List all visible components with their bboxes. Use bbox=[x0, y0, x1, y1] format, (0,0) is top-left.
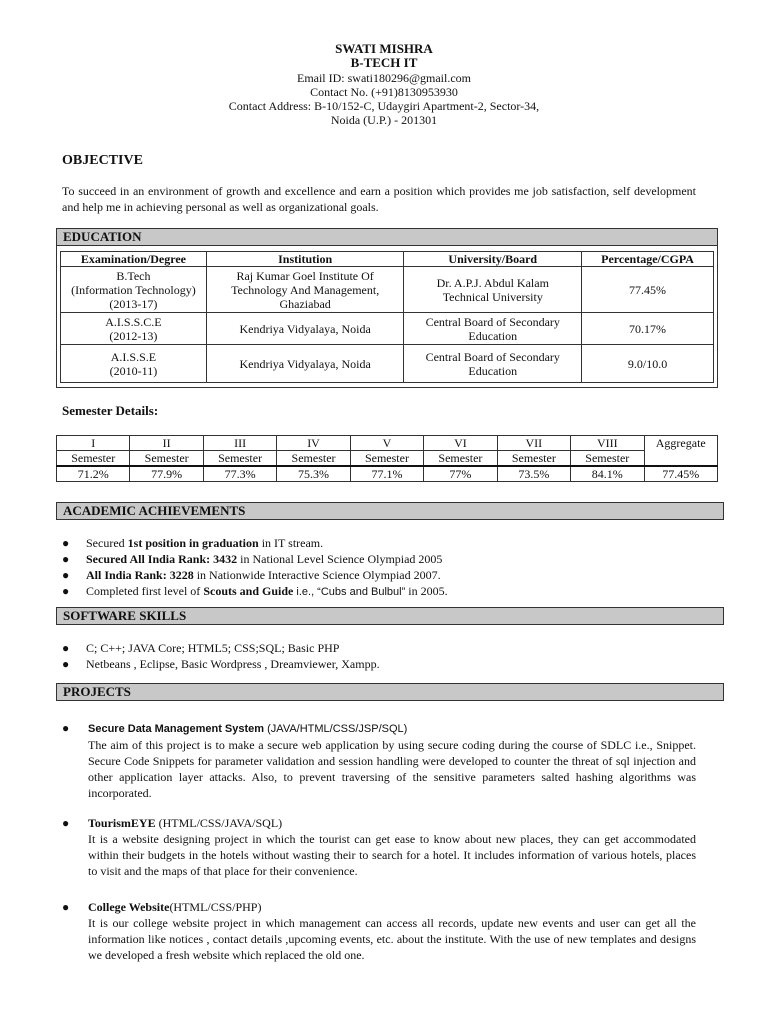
bullet-icon: ● bbox=[62, 721, 70, 735]
semester-label: Semester bbox=[424, 451, 497, 467]
project-tech: (HTML/CSS/JAVA/SQL) bbox=[155, 816, 283, 830]
semester-label-row bbox=[57, 451, 718, 467]
item-text: Completed first level of bbox=[86, 584, 204, 598]
semester-label: Semester bbox=[350, 451, 423, 467]
semester-value: 77.1% bbox=[350, 466, 423, 482]
bullet-icon: ● bbox=[62, 584, 70, 598]
semester-table bbox=[56, 435, 718, 482]
bullet-icon: ● bbox=[62, 568, 70, 582]
table-row bbox=[61, 267, 714, 313]
col-header-score: Percentage/CGPA bbox=[582, 252, 714, 267]
semester-value: 77.3% bbox=[203, 466, 276, 482]
item-text: i.e., “Cubs and Bulbul” bbox=[293, 586, 406, 598]
candidate-name: SWATI MISHRA bbox=[335, 41, 433, 56]
cell-line: Central Board of Secondary bbox=[425, 314, 560, 329]
semester-label: Semester bbox=[203, 451, 276, 467]
semester-value: 77% bbox=[424, 466, 497, 482]
col-header-institution: Institution bbox=[206, 252, 404, 267]
item-text: C; C++; JAVA Core; HTML5; CSS;SQL; Basic PHP bbox=[86, 641, 340, 655]
list-item bbox=[62, 535, 448, 551]
board-cell bbox=[404, 313, 582, 345]
cell-line: Education bbox=[468, 363, 518, 378]
list-item bbox=[62, 640, 380, 656]
bullet-icon: ● bbox=[62, 641, 70, 655]
semester-label: Semester bbox=[130, 451, 203, 467]
project-title bbox=[62, 720, 696, 737]
bullet-icon: ● bbox=[62, 900, 70, 914]
item-text: in Nationwide Interactive Science Olympiad 2007. bbox=[193, 568, 441, 582]
skills-list bbox=[62, 640, 380, 672]
board-cell bbox=[404, 345, 582, 383]
table-row bbox=[61, 345, 714, 383]
semester-heading: Semester Details: bbox=[62, 403, 159, 418]
project-name: College Website bbox=[88, 900, 170, 914]
bullet-icon: ● bbox=[62, 552, 70, 566]
project-item bbox=[62, 720, 696, 801]
semester-value: 84.1% bbox=[571, 466, 644, 482]
item-bold: Scouts and Guide bbox=[203, 584, 294, 598]
semester-label: Semester bbox=[571, 451, 644, 467]
project-name: TourismEYE bbox=[88, 816, 156, 830]
project-description: It is a website designing project in which the tourist can get ease to know about new places, they can get accommodated within their budgets in the hotels without wasting their to search for a hotel. It includes information of various hotels, places to visit and the maps of that place for their convenience. bbox=[88, 832, 696, 878]
address-line-2: Noida (U.P.) - 201301 bbox=[330, 113, 438, 127]
semester-value: 73.5% bbox=[497, 466, 570, 482]
semester-label: Semester bbox=[277, 451, 350, 467]
semester-value: 77.9% bbox=[130, 466, 203, 482]
list-item bbox=[62, 551, 448, 567]
skills-heading: SOFTWARE SKILLS bbox=[56, 607, 724, 625]
semester-value: 75.3% bbox=[277, 466, 350, 482]
cell-line: Raj Kumar Goel Institute Of bbox=[236, 268, 374, 283]
semester-numeral: V bbox=[350, 436, 423, 451]
semester-numeral: VIII bbox=[571, 436, 644, 451]
cell-line: Technical University bbox=[442, 289, 543, 304]
contact-line: Contact No. (+91)8130953930 bbox=[310, 85, 458, 99]
cell-line: Technology And Management, bbox=[231, 282, 380, 297]
education-table bbox=[60, 251, 714, 383]
semester-label: Semester bbox=[57, 451, 130, 467]
semester-value: 71.2% bbox=[57, 466, 130, 482]
cell-line: (2013-17) bbox=[109, 296, 158, 311]
candidate-degree: B-TECH IT bbox=[350, 55, 418, 70]
education-header-row bbox=[61, 252, 714, 267]
item-bold: Secured All India Rank: 3432 bbox=[86, 552, 238, 566]
semester-numeral: VI bbox=[424, 436, 497, 451]
project-name: Secure Data Management System bbox=[88, 723, 265, 735]
bullet-icon: ● bbox=[62, 657, 70, 671]
project-title bbox=[62, 899, 696, 915]
cell-line: (2012-13) bbox=[109, 328, 158, 343]
cell-line: Ghaziabad bbox=[279, 296, 331, 311]
bullet-icon: ● bbox=[62, 536, 70, 550]
semester-numeral: II bbox=[130, 436, 203, 451]
achievements-list bbox=[62, 535, 448, 600]
institution-cell bbox=[206, 267, 404, 313]
cell-line: A.I.S.S.E bbox=[110, 349, 157, 364]
objective-text: To succeed in an environment of growth and excellence and earn a position which provides me job satisfaction, self development and help me in achieving personal as well as organizational goals. bbox=[62, 184, 696, 214]
item-bold: 1st position in graduation bbox=[127, 536, 259, 550]
objective-heading: OBJECTIVE bbox=[62, 153, 143, 168]
cell-line: Dr. A.P.J. Abdul Kalam bbox=[436, 275, 549, 290]
list-item bbox=[62, 583, 448, 600]
project-item bbox=[62, 899, 696, 963]
project-tech: (HTML/CSS/PHP) bbox=[169, 900, 262, 914]
cell-line: Education bbox=[468, 328, 518, 343]
degree-cell bbox=[61, 313, 207, 345]
institution-cell: Kendriya Vidyalaya, Noida bbox=[206, 313, 404, 345]
score-cell: 77.45% bbox=[582, 267, 714, 313]
item-text: in IT stream. bbox=[258, 536, 324, 550]
address-line-1: Contact Address: B-10/152-C, Udaygiri Apartment-2, Sector-34, bbox=[228, 99, 540, 113]
semester-numeral: I bbox=[57, 436, 130, 451]
project-description: It is our college website project in which management can access all records, update new events and user can get all the information like notices , contact details ,upcoming events, etc. about the institute. With the use of new templates and designs we developed a fresh website which replaced the old one. bbox=[88, 916, 696, 962]
semester-numeral-row bbox=[57, 436, 718, 451]
list-item bbox=[62, 656, 380, 672]
col-header-board: University/Board bbox=[404, 252, 582, 267]
semester-label: Semester bbox=[497, 451, 570, 467]
education-section bbox=[56, 228, 718, 388]
project-item bbox=[62, 815, 696, 879]
item-text: in National Level Science Olympiad 2005 bbox=[237, 552, 443, 566]
item-bold: All India Rank: 3228 bbox=[86, 568, 194, 582]
semester-numeral: IV bbox=[277, 436, 350, 451]
semester-value-row bbox=[57, 466, 718, 482]
item-text: in 2005. bbox=[405, 584, 448, 598]
project-description: The aim of this project is to make a secure web application by using secure coding during the course of SDLC i.e., Snippet. Secure Code Snippets for parameter validation and session handling were developed to counter the threat of sql injection and other application layer attacks. Also, to prevent traversing of the sensitive parameters salted hashing algorithms was incorporated. bbox=[88, 738, 696, 800]
degree-cell bbox=[61, 267, 207, 313]
cell-line: A.I.S.S.C.E bbox=[105, 314, 162, 329]
aggregate-header: Aggregate bbox=[644, 436, 718, 467]
aggregate-value: 77.45% bbox=[644, 466, 718, 482]
cell-line: Central Board of Secondary bbox=[425, 349, 560, 364]
semester-numeral: III bbox=[203, 436, 276, 451]
bullet-icon: ● bbox=[62, 816, 70, 830]
list-item bbox=[62, 567, 448, 583]
board-cell bbox=[404, 267, 582, 313]
item-text: Secured bbox=[86, 536, 128, 550]
table-row bbox=[61, 313, 714, 345]
item-text: Netbeans , Eclipse, Basic Wordpress , Dreamviewer, Xampp. bbox=[86, 657, 380, 671]
project-title bbox=[62, 815, 696, 831]
projects-heading: PROJECTS bbox=[56, 683, 724, 701]
semester-numeral: VII bbox=[497, 436, 570, 451]
degree-cell bbox=[61, 345, 207, 383]
cell-line: B.Tech bbox=[116, 268, 151, 283]
cell-line: (2010-11) bbox=[109, 363, 158, 378]
cell-line: (Information Technology) bbox=[71, 282, 196, 297]
resume-header bbox=[0, 42, 768, 127]
col-header-degree: Examination/Degree bbox=[61, 252, 207, 267]
email-line: Email ID: swati180296@gmail.com bbox=[296, 71, 472, 85]
achievements-heading: ACADEMIC ACHIEVEMENTS bbox=[56, 502, 724, 520]
institution-cell: Kendriya Vidyalaya, Noida bbox=[206, 345, 404, 383]
education-heading: EDUCATION bbox=[57, 229, 717, 246]
score-cell: 9.0/10.0 bbox=[582, 345, 714, 383]
project-tech: (JAVA/HTML/CSS/JSP/SQL) bbox=[264, 723, 408, 735]
score-cell: 70.17% bbox=[582, 313, 714, 345]
